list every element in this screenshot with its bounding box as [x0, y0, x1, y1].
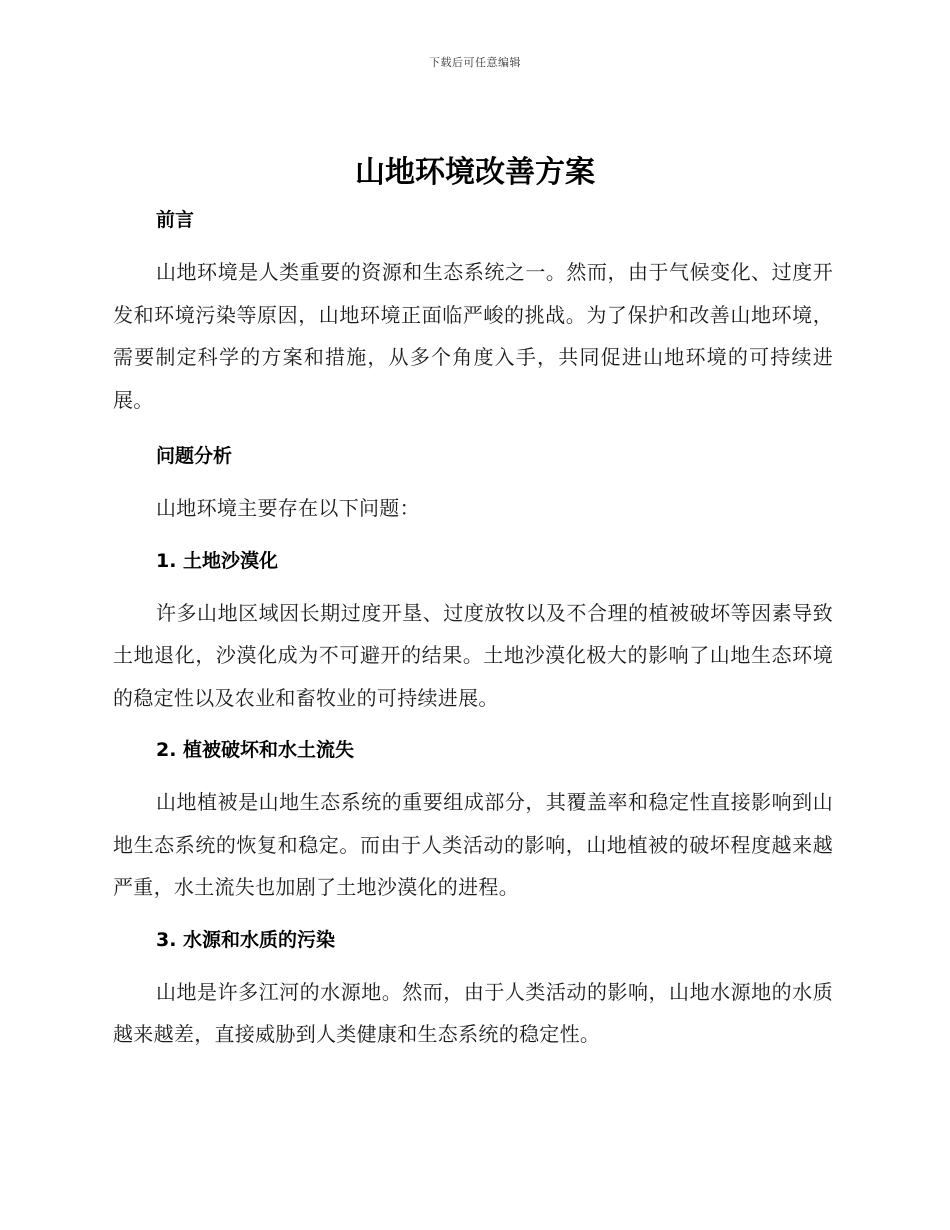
issue-paragraph-water: 山地是许多江河的水源地。然而，由于人类活动的影响，山地水源地的水质越来越差，直接威胁到人类健康和生态系统的稳定性。	[113, 979, 833, 1046]
issue-heading-water: 3. 水源和水质的污染	[156, 928, 336, 951]
analysis-intro-paragraph: 山地环境主要存在以下问题：	[156, 496, 420, 520]
issue-heading-desertification: 1. 土地沙漠化	[156, 549, 279, 572]
issue-heading-vegetation: 2. 植被破坏和水土流失	[156, 739, 355, 761]
document-body	[113, 203, 833, 1056]
document-title: 山地环境改善方案	[355, 155, 595, 190]
issue-paragraph-vegetation: 山地植被是山地生态系统的重要组成部分，其覆盖率和稳定性直接影响到山地生态系统的恢复和稳定。而由于人类活动的影响，山地植被的破坏程度越来越严重，水土流失也加剧了土地沙漠化的进程。	[113, 790, 833, 899]
preface-paragraph: 山地环境是人类重要的资源和生态系统之一。然而，由于气候变化、过度开发和环境污染等原因，山地环境正面临严峻的挑战。为了保护和改善山地环境，需要制定科学的方案和措施，从多个角度入手，共同促进山地环境的可持续进展。	[113, 260, 833, 412]
issue-paragraph-desertification: 许多山地区域因长期过度开垦、过度放牧以及不合理的植被破坏等因素导致土地退化，沙漠化成为不可避开的结果。土地沙漠化极大的影响了山地生态环境的稳定性以及农业和畜牧业的可持续进展。	[113, 600, 833, 710]
header-note: 下载后可任意编辑	[429, 56, 521, 69]
preface-heading: 前言	[156, 209, 195, 231]
analysis-heading: 问题分析	[156, 445, 233, 467]
